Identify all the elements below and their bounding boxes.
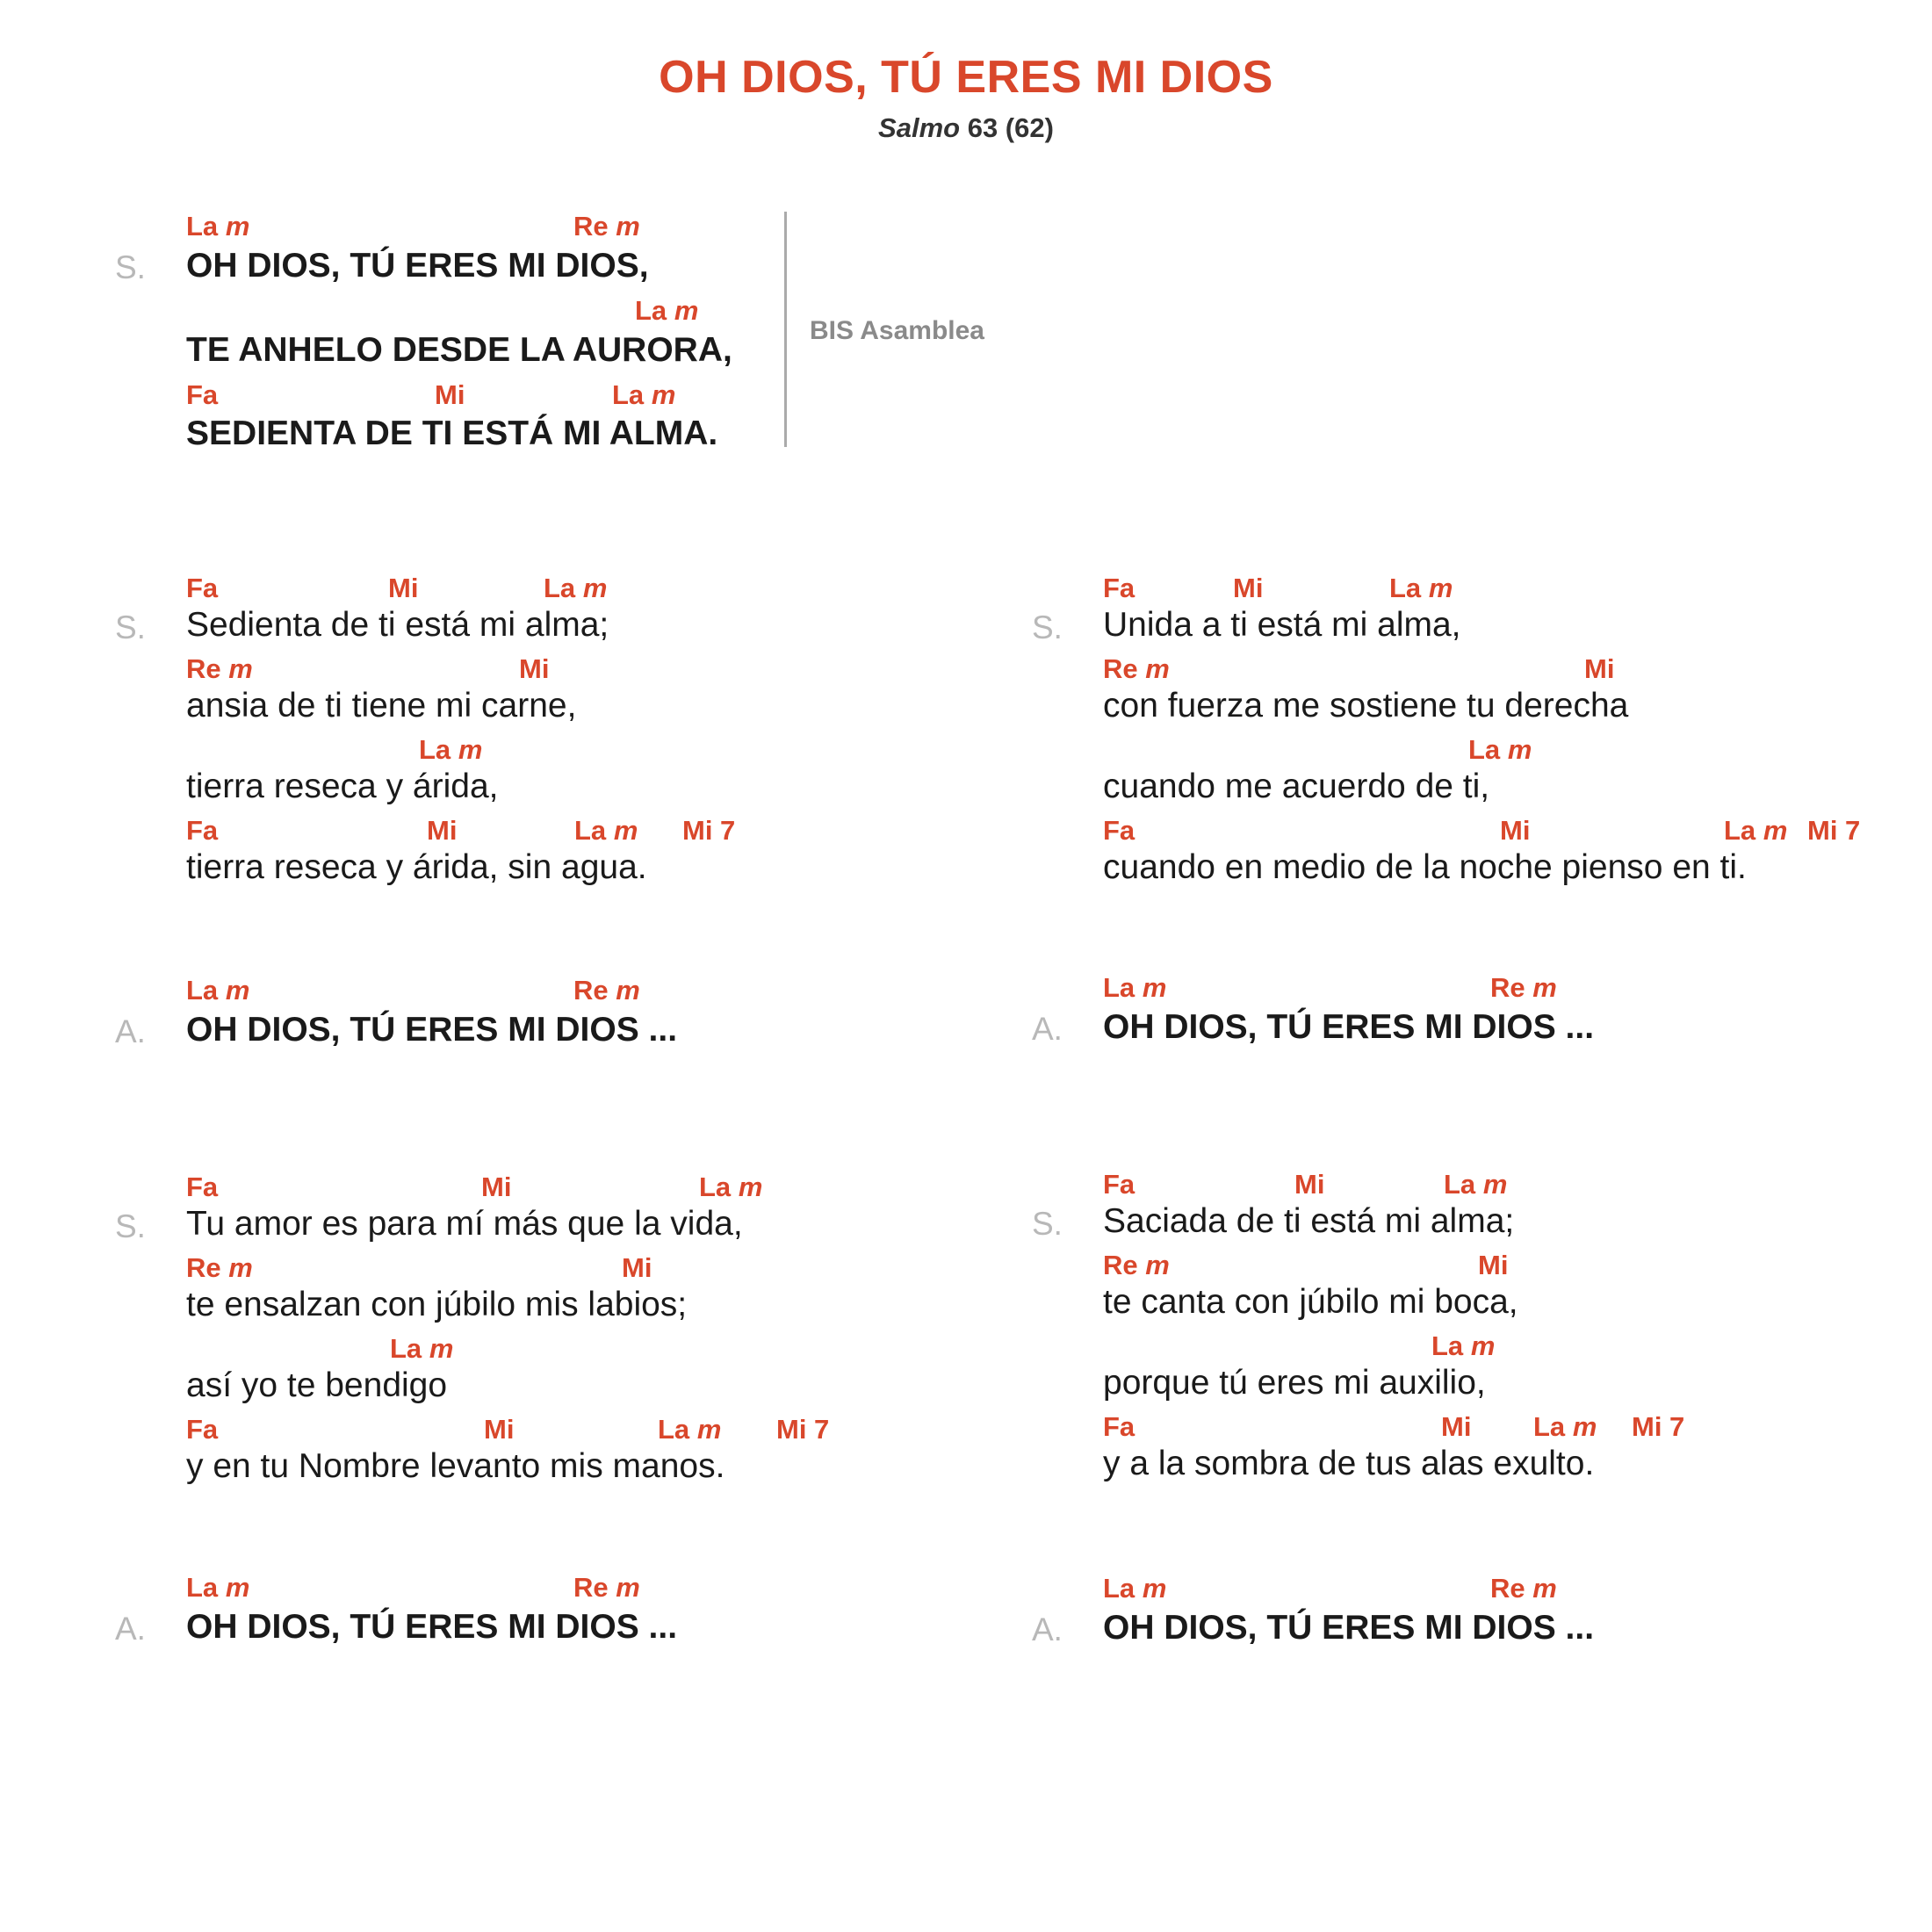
chord-la-m: La m (1533, 1411, 1597, 1442)
chord-la-m: La m (1444, 1169, 1508, 1200)
stanza-line: Unida a ti está mi alma, (1103, 606, 1461, 644)
soloist-marker: S. (1032, 609, 1063, 645)
refrain-line: OH DIOS, TÚ ERES MI DIOS, (186, 247, 649, 285)
soloist-marker: S. (115, 249, 146, 285)
chord-fa: Fa (186, 1414, 219, 1445)
soloist-marker: S. (1032, 1206, 1063, 1242)
bis-note: BIS Asamblea (810, 316, 984, 345)
chord-la-m: La m (1468, 734, 1532, 765)
chord-mi: Mi (1294, 1169, 1325, 1200)
chord-mi-7: Mi 7 (1632, 1411, 1685, 1442)
chord-la-m: La m (658, 1414, 722, 1445)
chord-la-m: La m (574, 815, 638, 846)
chord-la-m: La m (419, 734, 483, 765)
chord-re-m: Re m (1490, 972, 1557, 1003)
stanza-line: cuando me acuerdo de ti, (1103, 768, 1490, 805)
chord-fa: Fa (186, 379, 219, 410)
chord-fa: Fa (186, 1171, 219, 1202)
chord-re-m: Re m (186, 1252, 253, 1283)
stanza-line: cuando en medio de la noche pienso en ti. (1103, 848, 1747, 886)
assembly-line: OH DIOS, TÚ ERES MI DIOS ... (186, 1608, 678, 1646)
chord-mi: Mi (1584, 653, 1615, 684)
soloist-marker: S. (115, 1208, 146, 1244)
assembly-marker: A. (115, 1013, 146, 1049)
bis-divider (784, 212, 787, 447)
psalm-reference: 63 (62) (967, 112, 1054, 143)
chord-la-m: La m (186, 1572, 250, 1603)
chord-mi: Mi (1441, 1411, 1472, 1442)
assembly-marker: A. (1032, 1011, 1063, 1047)
chord-re-m: Re m (573, 1572, 640, 1603)
chord-mi: Mi (1478, 1250, 1509, 1280)
chord-re-m: Re m (1490, 1573, 1557, 1604)
stanza-line: Tu amor es para mí más que la vida, (186, 1205, 743, 1243)
stanza-line: con fuerza me sostiene tu derecha (1103, 687, 1629, 724)
stanza-line: Sedienta de ti está mi alma; (186, 606, 609, 644)
chord-mi: Mi (427, 815, 458, 846)
chord-la-m: La m (544, 573, 608, 603)
chord-mi: Mi (481, 1171, 512, 1202)
psalm-book: Salmo (878, 112, 961, 143)
chord-mi: Mi (519, 653, 550, 684)
song-subtitle (0, 112, 1932, 144)
chord-la-m: La m (1389, 573, 1453, 603)
chord-la-m: La m (186, 975, 250, 1006)
chord-la-m: La m (1103, 1573, 1167, 1604)
assembly-marker: A. (1032, 1611, 1063, 1647)
chord-re-m: Re m (1103, 1250, 1170, 1280)
chord-la-m: La m (1103, 972, 1167, 1003)
refrain-line: SEDIENTA DE TI ESTÁ MI ALMA. (186, 415, 718, 452)
chord-re-m: Re m (1103, 653, 1170, 684)
stanza-line: tierra reseca y árida, sin agua. (186, 848, 647, 886)
stanza-line: porque tú eres mi auxilio, (1103, 1364, 1486, 1402)
chord-re-m: Re m (186, 653, 253, 684)
chord-re-m: Re m (573, 211, 640, 242)
chord-la-m: La m (1431, 1330, 1496, 1361)
stanza-line: ansia de ti tiene mi carne, (186, 687, 577, 724)
chord-mi-7: Mi 7 (776, 1414, 830, 1445)
song-title: OH DIOS, TÚ ERES MI DIOS (659, 52, 1273, 103)
chord-mi: Mi (1500, 815, 1531, 846)
assembly-line: OH DIOS, TÚ ERES MI DIOS ... (1103, 1609, 1595, 1647)
chord-la-m: La m (1724, 815, 1788, 846)
stanza-line: te canta con júbilo mi boca, (1103, 1283, 1518, 1321)
chord-mi-7: Mi 7 (682, 815, 736, 846)
chord-fa: Fa (1103, 815, 1135, 846)
refrain-line: TE ANHELO DESDE LA AURORA, (186, 331, 732, 369)
chord-mi: Mi (435, 379, 465, 410)
chord-la-m: La m (699, 1171, 763, 1202)
chord-re-m: Re m (573, 975, 640, 1006)
chord-mi: Mi (622, 1252, 652, 1283)
chord-fa: Fa (186, 815, 219, 846)
chord-la-m: La m (390, 1333, 454, 1364)
chord-fa: Fa (1103, 1169, 1135, 1200)
chord-fa: Fa (1103, 573, 1135, 603)
assembly-marker: A. (115, 1611, 146, 1647)
chord-mi: Mi (1233, 573, 1264, 603)
chord-la-m: La m (612, 379, 676, 410)
chord-la-m: La m (635, 295, 699, 326)
stanza-line: así yo te bendigo (186, 1366, 448, 1404)
assembly-line: OH DIOS, TÚ ERES MI DIOS ... (1103, 1008, 1595, 1046)
chord-mi-7: Mi 7 (1807, 815, 1861, 846)
stanza-line: y a la sombra de tus alas exulto. (1103, 1445, 1595, 1482)
soloist-marker: S. (115, 609, 146, 645)
stanza-line: tierra reseca y árida, (186, 768, 499, 805)
chord-fa: Fa (1103, 1411, 1135, 1442)
chord-mi: Mi (484, 1414, 515, 1445)
stanza-line: y en tu Nombre levanto mis manos. (186, 1447, 725, 1485)
chord-mi: Mi (388, 573, 419, 603)
stanza-line: Saciada de ti está mi alma; (1103, 1202, 1515, 1240)
assembly-line: OH DIOS, TÚ ERES MI DIOS ... (186, 1011, 678, 1049)
chord-fa: Fa (186, 573, 219, 603)
chord-la-m: La m (186, 211, 250, 242)
stanza-line: te ensalzan con júbilo mis labios; (186, 1286, 688, 1323)
